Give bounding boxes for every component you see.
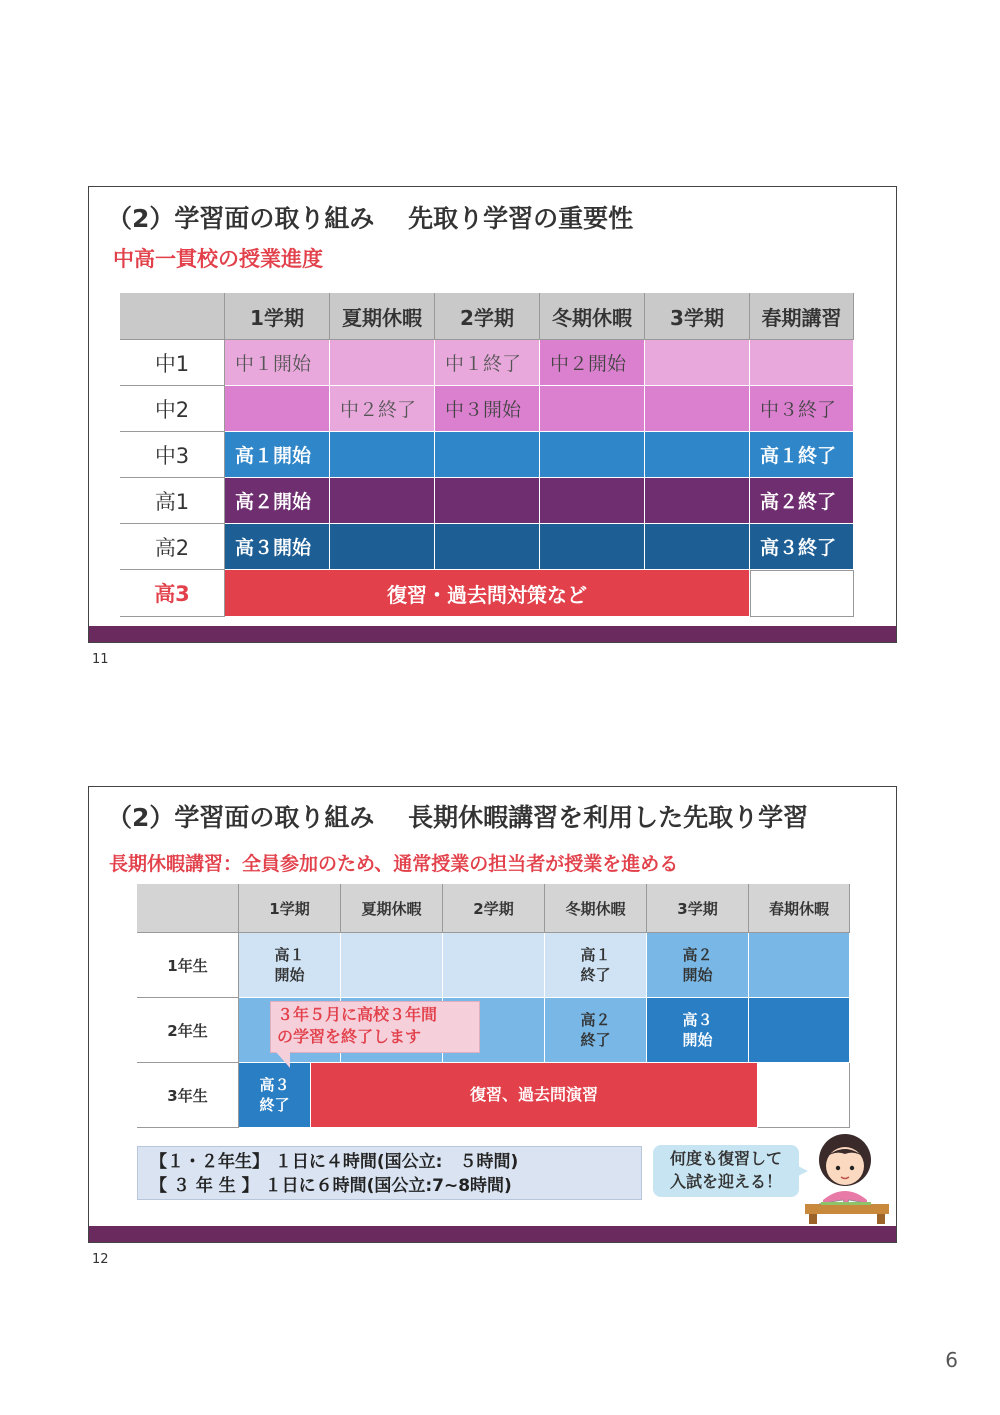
table-cell <box>435 478 540 524</box>
footer-bar <box>89 1226 896 1242</box>
table-cell: 高３ 開始 <box>647 998 749 1063</box>
header-cell: 3学期 <box>645 293 750 340</box>
page-number: 6 <box>945 1348 958 1372</box>
table-cell <box>645 340 750 386</box>
row-header: 2年生 <box>137 998 239 1063</box>
table-cell: 高３開始 <box>225 524 330 570</box>
table-cell: 高１ 終了 <box>545 933 647 998</box>
slide-subtitle: 中高一貫校の授業進度 <box>113 247 323 271</box>
table-cell <box>645 432 750 478</box>
header-cell: 1学期 <box>225 293 330 340</box>
speech-bubble: 何度も復習して 入試を迎える！ <box>653 1145 799 1197</box>
header-cell: 冬期休暇 <box>540 293 645 340</box>
table-cell <box>758 1063 850 1128</box>
header-cell: 春期講習 <box>750 293 854 340</box>
table-cell: 高２ 開始 <box>647 933 749 998</box>
table-cell <box>435 432 540 478</box>
table-cell <box>750 340 854 386</box>
row-header: 高2 <box>120 524 225 570</box>
callout-box: ３年５月に高校３年間 の学習を終了します <box>270 1001 480 1053</box>
table-cell <box>645 478 750 524</box>
table-cell: 中３終了 <box>750 386 854 432</box>
row-header: 3年生 <box>137 1063 239 1128</box>
table-cell <box>341 933 443 998</box>
header-cell: 3学期 <box>647 884 749 933</box>
table-cell: 高２終了 <box>750 478 854 524</box>
slide-title: （2）学習面の取り組み 長期休暇講習を利用した先取り学習 <box>107 803 809 832</box>
header-cell: 春期休暇 <box>749 884 850 933</box>
row-header: 中1 <box>120 340 225 386</box>
table-cell <box>749 933 850 998</box>
row-header: 高1 <box>120 478 225 524</box>
table-cell <box>540 432 645 478</box>
slide-number: 12 <box>92 1252 109 1267</box>
table-cell: 高３ 終了 <box>239 1063 311 1128</box>
callout-tail <box>276 1052 290 1068</box>
table-cell <box>330 432 435 478</box>
header-cell: 夏期休暇 <box>330 293 435 340</box>
table-cell: 高１終了 <box>750 432 854 478</box>
table-cell: 高１ 開始 <box>239 933 341 998</box>
header-cell: 2学期 <box>435 293 540 340</box>
header-cell: 2学期 <box>443 884 545 933</box>
table-cell <box>645 524 750 570</box>
review-span-cell: 復習・過去問対策など <box>225 570 750 617</box>
table-cell: 中２終了 <box>330 386 435 432</box>
table-cell <box>330 478 435 524</box>
table-cell <box>749 998 850 1063</box>
progress-table-2 <box>137 884 850 1128</box>
hours-line: 【１・２年生】 １日に４時間(国公立: ５時間) <box>150 1152 519 1172</box>
study-hours-box <box>137 1146 642 1200</box>
footer-bar <box>89 626 896 642</box>
table-cell <box>645 386 750 432</box>
table-cell <box>443 933 545 998</box>
progress-table-1 <box>120 293 854 617</box>
slide-subtitle: 長期休暇講習：全員参加のため、通常授業の担当者が授業を進める <box>109 853 679 875</box>
header-corner <box>137 884 239 933</box>
table-cell: 高３終了 <box>750 524 854 570</box>
table-cell <box>330 340 435 386</box>
table-cell: 高１開始 <box>225 432 330 478</box>
review-span-cell: 復習、過去問演習 <box>311 1063 758 1128</box>
row-header: 高3 <box>120 570 225 617</box>
row-header: 中3 <box>120 432 225 478</box>
row-header: 1年生 <box>137 933 239 998</box>
table-cell: 高２開始 <box>225 478 330 524</box>
table-cell <box>540 524 645 570</box>
table-cell: 高２ 終了 <box>545 998 647 1063</box>
hours-line: 【 ３ 年 生 】 １日に６時間(国公立:7~8時間) <box>150 1176 512 1196</box>
studying-girl-illustration <box>795 1130 895 1226</box>
table-cell: 中２開始 <box>540 340 645 386</box>
row-header: 中2 <box>120 386 225 432</box>
table-cell: 中３開始 <box>435 386 540 432</box>
table-cell <box>330 524 435 570</box>
slide-number: 11 <box>92 652 109 667</box>
header-cell: 1学期 <box>239 884 341 933</box>
slide-title: （2）学習面の取り組み 先取り学習の重要性 <box>107 204 634 233</box>
table-cell <box>540 386 645 432</box>
table-cell <box>750 570 854 617</box>
table-cell: 中１終了 <box>435 340 540 386</box>
table-cell <box>540 478 645 524</box>
header-cell: 夏期休暇 <box>341 884 443 933</box>
header-cell: 冬期休暇 <box>545 884 647 933</box>
table-cell: 中１開始 <box>225 340 330 386</box>
table-cell <box>435 524 540 570</box>
header-corner <box>120 293 225 340</box>
table-cell <box>225 386 330 432</box>
